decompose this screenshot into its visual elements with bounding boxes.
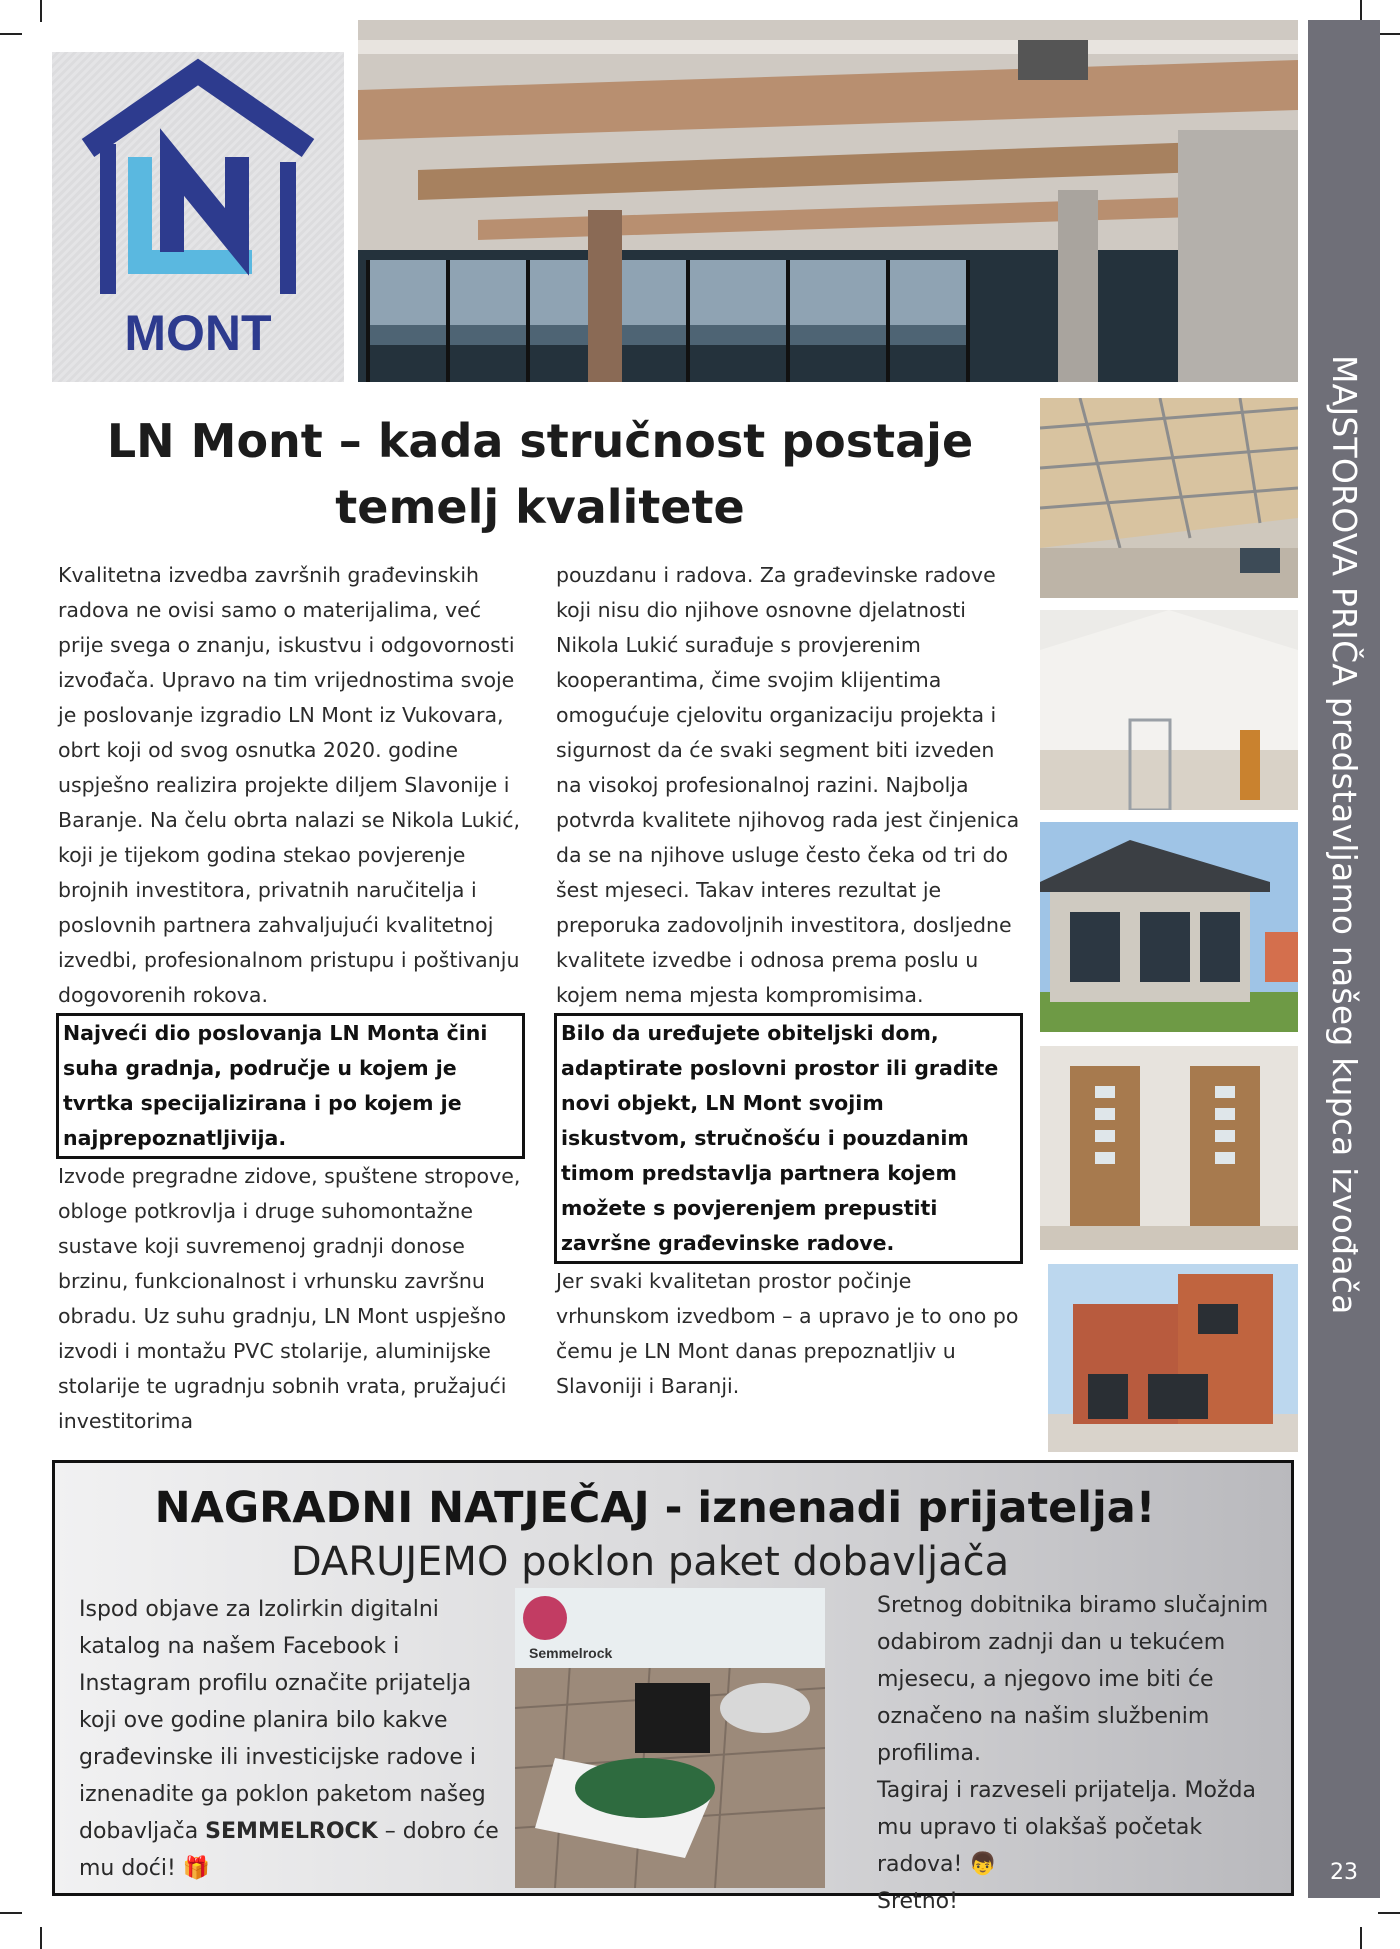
contest-instructions [79,1591,509,1887]
article-title: LN Mont – kada stručnost postaje temelj kvalitete [106,414,974,534]
crop-mark [40,1927,42,1949]
contest-draw-info [877,1587,1277,1920]
brand-name: SEMMELROCK [205,1819,378,1844]
photo-house-exterior-windows [1040,822,1298,1032]
hero-photo-ceiling-interior [358,20,1298,382]
crop-mark [40,0,42,22]
contest-subtitle: DARUJEMO poklon paket dobavljača [290,1539,1010,1585]
crop-mark [0,33,22,35]
crop-mark [0,1912,22,1914]
svg-text:MONT: MONT [124,305,272,361]
crop-mark [1378,33,1400,35]
contest-text: Tagiraj i razveseli prijatelja. Možda mu upravo ti olakšaš početak radova! 👦 [877,1778,1256,1877]
gift-package-photo [515,1588,825,1888]
article-column-1 [58,558,528,1439]
crop-mark [1360,0,1362,22]
paragraph: Izvode pregradne zidove, spuštene stropove, obloge potkrovlja i druge suhomontažne sustave koji suvremenoj gradnji donose brzinu, funkcionalnost i vrhunsku završnu obradu. Uz suhu gradnju, LN Mont uspješno izvodi i montažu PVC stolarije, aluminijske stolarije te ugradnju sobnih vrata, pružajući investitorima [58,1164,521,1433]
photo-white-ceiling-room [1040,610,1298,810]
contest-text: Sretno! [877,1889,958,1914]
highlight-box: Najveći dio poslovanja LN Monta čini suha gradnja, područje u kojem je tvrtka specijalizirana i po kojem je najprepoznatljivija. [56,1013,525,1159]
company-logo [52,52,344,382]
photo-attic-drywall-frame [1040,398,1298,598]
paragraph: pouzdanu i radova. Za građevinske radove koji nisu dio njihove osnovne djelatnosti Nikola Lukić surađuje s provjerenim kooperantima, čime svojim klijentima omogućuje cjelovitu organizaciju projekta i sigurnost da će svaki segment biti izveden na visokoj profesionalnoj razini. Najbolja potvrda kvalitete njihovog rada jest činjenica da se na njihove usluge često čeka od tri do šest mjeseci. Takav interes rezultat je preporuka zadovoljnih investitora, dosljedne kvalitete izvedbe i odnosa prema poslu u kojem nema mjesta kompromisima. [556,563,1020,1007]
contest-title: NAGRADNI NATJEČAJ - iznenadi prijatelja! [154,1483,1156,1533]
contest-box [52,1460,1294,1914]
crop-mark [1378,1912,1400,1914]
contest-text: – dobro će mu doći! 🎁 [79,1819,499,1881]
paragraph: Jer svaki kvalitetan prostor počinje vrhunskom izvedbom – a upravo je to ono po čemu je LN Mont danas prepoznatljiv u Slavoniji i Baranji. [556,1269,1019,1398]
photo-brick-house-construction [1048,1264,1298,1452]
highlight-box: Bilo da uređujete obiteljski dom, adaptirate poslovni prostor ili gradite novi objekt, LN Mont svojim iskustvom, stručnošću i pouzdanim timom predstavlja partnera kojem možete s povjerenjem prepustiti završne građevinske radove. [554,1013,1023,1264]
article-column-2 [556,558,1026,1404]
page-number: 23 [1330,1860,1358,1885]
photo-interior-doors [1040,1046,1298,1250]
svg-text:Semmelrock: Semmelrock [529,1645,613,1661]
paragraph: Kvalitetna izvedba završnih građevinskih radova ne ovisi samo o materijalima, već prije svega o znanju, iskustvu i odgovornosti izvođača. Upravo na tim vrijednostima svoje je poslovanje izgradio LN Mont iz Vukovara, obrt koji od svog osnutka 2020. godine uspješno realizira projekte diljem Slavonije i Baranje. Na čelu obrta nalazi se Nikola Lukić, koji je tijekom godina stekao povjerenje brojnih investitora, privatnih naručitelja i poslovnih partnera zahvaljujući kvalitetnoj izvedbi, profesionalnom pristupu i poštivanju dogovorenih rokova. [58,563,521,1007]
section-label: MAJSTOROVA PRIČA predstavljamo našeg kupca izvođača [1325,355,1364,1315]
contest-text: Sretnog dobitnika biramo slučajnim odabirom zadnji dan u tekućem mjesecu, a njegovo ime biti će označeno na našim službenim profilima. [877,1593,1269,1766]
crop-mark [1360,1927,1362,1949]
contest-text: Ispod objave za Izolirkin digitalni katalog na našem Facebook i Instagram profilu označite prijatelja koji ove godine planira bilo kakve građevinske ili investicijske radove i iznenadite ga poklon paketom našeg dobavljača [79,1597,486,1844]
